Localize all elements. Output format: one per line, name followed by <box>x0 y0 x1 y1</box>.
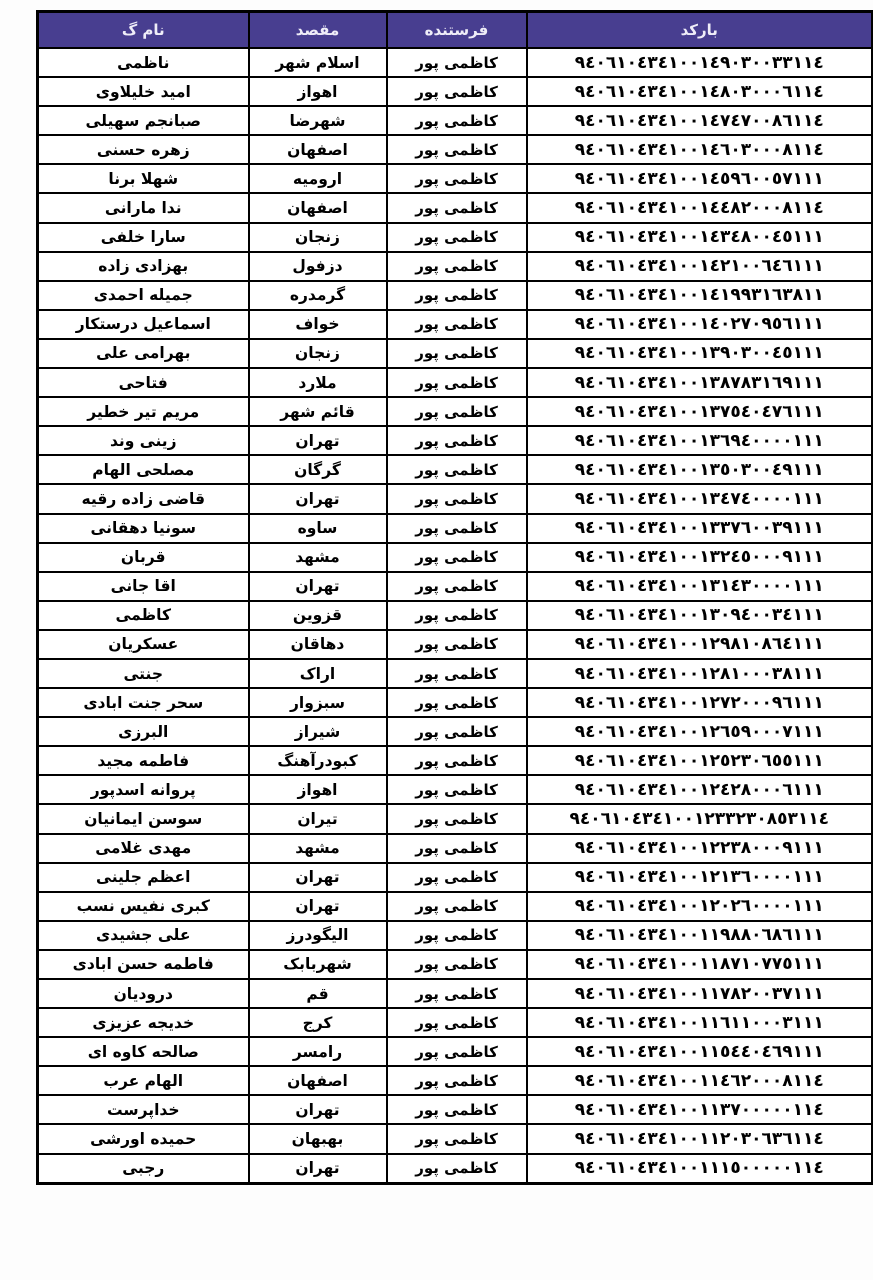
sender-cell: کاظمی پور <box>387 572 527 601</box>
sender-cell: کاظمی پور <box>387 455 527 484</box>
table-row <box>38 164 873 193</box>
table-row <box>38 1154 873 1184</box>
sender-cell: کاظمی پور <box>387 1124 527 1153</box>
sender-cell: کاظمی پور <box>387 834 527 863</box>
sender-cell: کاظمی پور <box>387 135 527 164</box>
barcode-cell: ٩٤٠٦١٠٤٣٤١٠٠١٢٨١٠٠٠٣٨١١١ <box>527 659 873 688</box>
column-header-barcode: بارکد <box>527 12 873 49</box>
barcode-cell: ٩٤٠٦١٠٤٣٤١٠٠١٣٦٩٤٠٠٠٠١١١ <box>527 426 873 455</box>
destination-cell: زنجان <box>249 339 387 368</box>
table-row <box>38 514 873 543</box>
barcode-cell: ٩٤٠٦١٠٤٣٤١٠٠١٢٧٢٠٠٠٩٦١١١ <box>527 688 873 717</box>
barcode-cell: ٩٤٠٦١٠٤٣٤١٠٠١٤٥٩٦٠٠٥٧١١١ <box>527 164 873 193</box>
name-cell: علی جشیدی <box>38 921 249 950</box>
sender-cell: کاظمی پور <box>387 1154 527 1184</box>
destination-cell: مشهد <box>249 834 387 863</box>
table-row <box>38 426 873 455</box>
destination-cell: ساوه <box>249 514 387 543</box>
sender-cell: کاظمی پور <box>387 921 527 950</box>
name-cell: البرزی <box>38 717 249 746</box>
name-cell: بهزادی زاده <box>38 252 249 281</box>
barcode-cell: ٩٤٠٦١٠٤٣٤١٠٠١١٥٤٤٠٤٦٩١١١ <box>527 1037 873 1066</box>
table-row <box>38 775 873 804</box>
table-row <box>38 1124 873 1153</box>
destination-cell: قائم شهر <box>249 397 387 426</box>
sender-cell: کاظمی پور <box>387 164 527 193</box>
name-cell: صبانجم سهیلی <box>38 106 249 135</box>
table-row <box>38 252 873 281</box>
barcode-cell: ٩٤٠٦١٠٤٣٤١٠٠١٣١٤٣٠٠٠٠١١١ <box>527 572 873 601</box>
table-row <box>38 368 873 397</box>
destination-cell: اصفهان <box>249 135 387 164</box>
name-cell: ندا مارانی <box>38 193 249 222</box>
barcode-cell: ٩٤٠٦١٠٤٣٤١٠٠١٢٦٥٩٠٠٠٧١١١ <box>527 717 873 746</box>
table-row <box>38 601 873 630</box>
destination-cell: تهران <box>249 1095 387 1124</box>
barcode-cell: ٩٤٠٦١٠٤٣٤١٠٠١٤٤٨٢٠٠٠٨١١٤ <box>527 193 873 222</box>
table-row <box>38 135 873 164</box>
table-row <box>38 659 873 688</box>
barcode-cell: ٩٤٠٦١٠٤٣٤١٠٠١٢٩٨١٠٨٦٤١١١ <box>527 630 873 659</box>
barcode-cell: ٩٤٠٦١٠٤٣٤١٠٠١٢١٣٦٠٠٠٠١١١ <box>527 863 873 892</box>
destination-cell: ملارد <box>249 368 387 397</box>
barcode-cell: ٩٤٠٦١٠٤٣٤١٠٠١٢٥٢٣٠٦٥٥١١١ <box>527 746 873 775</box>
table-row <box>38 717 873 746</box>
destination-cell: اصفهان <box>249 1066 387 1095</box>
destination-cell: اراک <box>249 659 387 688</box>
barcode-cell: ٩٤٠٦١٠٤٣٤١٠٠١١٦١١٠٠٠٣١١١ <box>527 1008 873 1037</box>
barcode-cell: ٩٤٠٦١٠٤٣٤١٠٠١٢٤٢٨٠٠٠٦١١١ <box>527 775 873 804</box>
name-cell: فاطمه حسن ابادی <box>38 950 249 979</box>
destination-cell: سبزوار <box>249 688 387 717</box>
table-row <box>38 339 873 368</box>
name-cell: بهرامی علی <box>38 339 249 368</box>
table-row <box>38 746 873 775</box>
destination-cell: تهران <box>249 484 387 513</box>
barcode-cell: ٩٤٠٦١٠٤٣٤١٠٠١٣٣٧٦٠٠٣٩١١١ <box>527 514 873 543</box>
sender-cell: کاظمی پور <box>387 1095 527 1124</box>
table-row <box>38 1008 873 1037</box>
barcode-cell: ٩٤٠٦١٠٤٣٤١٠٠١٣٩٠٣٠٠٤٥١١١ <box>527 339 873 368</box>
name-cell: سونیا دهقانی <box>38 514 249 543</box>
sender-cell: کاظمی پور <box>387 659 527 688</box>
destination-cell: الیگودرز <box>249 921 387 950</box>
barcode-cell: ٩٤٠٦١٠٤٣٤١٠٠١٤٢١٠٠٦٤٦١١١ <box>527 252 873 281</box>
barcode-cell: ٩٤٠٦١٠٤٣٤١٠٠١٢٠٢٦٠٠٠٠١١١ <box>527 892 873 921</box>
barcode-cell: ٩٤٠٦١٠٤٣٤١٠٠١١٧٨٢٠٠٣٧١١١ <box>527 979 873 1008</box>
name-cell: زینی وند <box>38 426 249 455</box>
destination-cell: کبودرآهنگ <box>249 746 387 775</box>
barcode-cell: ٩٤٠٦١٠٤٣٤١٠٠١٤٧٤٧٠٠٨٦١١٤ <box>527 106 873 135</box>
table-row <box>38 310 873 339</box>
barcode-cell: ٩٤٠٦١٠٤٣٤١٠٠١٣٢٤٥٠٠٠٩١١١ <box>527 543 873 572</box>
destination-cell: شهربابک <box>249 950 387 979</box>
sender-cell: کاظمی پور <box>387 630 527 659</box>
destination-cell: دزفول <box>249 252 387 281</box>
barcode-cell: ٩٤٠٦١٠٤٣٤١٠٠١٤٠٢٧٠٩٥٦١١١ <box>527 310 873 339</box>
table-row <box>38 1037 873 1066</box>
barcode-cell: ٩٤٠٦١٠٤٣٤١٠٠١٣٨٧٨٣١٦٩١١١ <box>527 368 873 397</box>
table-row <box>38 193 873 222</box>
name-cell: اعظم جلینی <box>38 863 249 892</box>
table-row <box>38 892 873 921</box>
destination-cell: ارومیه <box>249 164 387 193</box>
destination-cell: گرگان <box>249 455 387 484</box>
sender-cell: کاظمی پور <box>387 775 527 804</box>
sender-cell: کاظمی پور <box>387 804 527 833</box>
column-header-name: نام گ <box>38 12 249 49</box>
table-row <box>38 106 873 135</box>
sender-cell: کاظمی پور <box>387 77 527 106</box>
destination-cell: تهران <box>249 892 387 921</box>
table-row <box>38 543 873 572</box>
column-header-sender: فرستنده <box>387 12 527 49</box>
name-cell: ناظمی <box>38 48 249 77</box>
sender-cell: کاظمی پور <box>387 281 527 310</box>
sender-cell: کاظمی پور <box>387 746 527 775</box>
destination-cell: شیراز <box>249 717 387 746</box>
destination-cell: تهران <box>249 863 387 892</box>
table-row <box>38 48 873 77</box>
name-cell: خدیجه عزیزی <box>38 1008 249 1037</box>
table-row <box>38 1066 873 1095</box>
name-cell: امید خلیلاوی <box>38 77 249 106</box>
table-row <box>38 834 873 863</box>
name-cell: کاظمی <box>38 601 249 630</box>
sender-cell: کاظمی پور <box>387 106 527 135</box>
table-row <box>38 863 873 892</box>
barcode-cell: ٩٤٠٦١٠٤٣٤١٠٠١٤٨٠٣٠٠٠٦١١٤ <box>527 77 873 106</box>
name-cell: مهدی غلامی <box>38 834 249 863</box>
table-row <box>38 630 873 659</box>
table-row <box>38 804 873 833</box>
name-cell: سارا خلفی <box>38 223 249 252</box>
table-row <box>38 281 873 310</box>
barcode-cell: ٩٤٠٦١٠٤٣٤١٠٠١١٤٦٢٠٠٠٨١١٤ <box>527 1066 873 1095</box>
name-cell: جنتی <box>38 659 249 688</box>
barcode-cell: ٩٤٠٦١٠٤٣٤١٠٠١١٨٧١٠٧٧٥١١١ <box>527 950 873 979</box>
barcode-cell: ٩٤٠٦١٠٤٣٤١٠٠١١١٥٠٠٠٠٠١١٤ <box>527 1154 873 1184</box>
barcode-cell: ٩٤٠٦١٠٤٣٤١٠٠١٤١٩٩٣١٦٣٨١١ <box>527 281 873 310</box>
sender-cell: کاظمی پور <box>387 1066 527 1095</box>
destination-cell: تیران <box>249 804 387 833</box>
barcode-cell: ٩٤٠٦١٠٤٣٤١٠٠١٣٤٧٤٠٠٠٠١١١ <box>527 484 873 513</box>
sender-cell: کاظمی پور <box>387 426 527 455</box>
table-row <box>38 572 873 601</box>
barcode-cell: ٩٤٠٦١٠٤٣٤١٠٠١١٩٨٨٠٦٨٦١١١ <box>527 921 873 950</box>
header-row <box>38 12 873 49</box>
destination-cell: اسلام شهر <box>249 48 387 77</box>
table-row <box>38 77 873 106</box>
name-cell: قاضی زاده رقیه <box>38 484 249 513</box>
destination-cell: اهواز <box>249 77 387 106</box>
sender-cell: کاظمی پور <box>387 310 527 339</box>
name-cell: مصلحی الهام <box>38 455 249 484</box>
name-cell: زهره حسنی <box>38 135 249 164</box>
destination-cell: مشهد <box>249 543 387 572</box>
barcode-cell: ٩٤٠٦١٠٤٣٤١٠٠١٣٠٩٤٠٠٣٤١١١ <box>527 601 873 630</box>
sender-cell: کاظمی پور <box>387 979 527 1008</box>
name-cell: رجبی <box>38 1154 249 1184</box>
barcode-cell: ٩٤٠٦١٠٤٣٤١٠٠١١٣٧٠٠٠٠٠١١٤ <box>527 1095 873 1124</box>
destination-cell: تهران <box>249 426 387 455</box>
barcode-cell: ٩٤٠٦١٠٤٣٤١٠٠١٤٣٤٨٠٠٤٥١١١ <box>527 223 873 252</box>
barcode-cell: ٩٤٠٦١٠٤٣٤١٠٠١٢٣٣٢٣٠٨٥٣١١٤ <box>527 804 873 833</box>
destination-cell: اصفهان <box>249 193 387 222</box>
column-header-destination: مقصد <box>249 12 387 49</box>
sender-cell: کاظمی پور <box>387 688 527 717</box>
table-row <box>38 223 873 252</box>
name-cell: سوسن ایمانیان <box>38 804 249 833</box>
name-cell: خداپرست <box>38 1095 249 1124</box>
sender-cell: کاظمی پور <box>387 484 527 513</box>
destination-cell: بهبهان <box>249 1124 387 1153</box>
sender-cell: کاظمی پور <box>387 950 527 979</box>
destination-cell: زنجان <box>249 223 387 252</box>
destination-cell: رامسر <box>249 1037 387 1066</box>
name-cell: صالحه کاوه ای <box>38 1037 249 1066</box>
name-cell: کبری نفیس نسب <box>38 892 249 921</box>
sender-cell: کاظمی پور <box>387 863 527 892</box>
destination-cell: دهاقان <box>249 630 387 659</box>
barcode-cell: ٩٤٠٦١٠٤٣٤١٠٠١٢٢٣٨٠٠٠٩١١١ <box>527 834 873 863</box>
sender-cell: کاظمی پور <box>387 223 527 252</box>
name-cell: فاطمه مجید <box>38 746 249 775</box>
name-cell: شهلا برنا <box>38 164 249 193</box>
name-cell: درودیان <box>38 979 249 1008</box>
name-cell: اسماعیل درستکار <box>38 310 249 339</box>
destination-cell: تهران <box>249 1154 387 1184</box>
sender-cell: کاظمی پور <box>387 1037 527 1066</box>
sender-cell: کاظمی پور <box>387 252 527 281</box>
destination-cell: قزوین <box>249 601 387 630</box>
table-row <box>38 1095 873 1124</box>
sender-cell: کاظمی پور <box>387 397 527 426</box>
barcode-cell: ٩٤٠٦١٠٤٣٤١٠٠١٣٥٠٣٠٠٤٩١١١ <box>527 455 873 484</box>
sender-cell: کاظمی پور <box>387 1008 527 1037</box>
table-row <box>38 688 873 717</box>
sender-cell: کاظمی پور <box>387 543 527 572</box>
sender-cell: کاظمی پور <box>387 339 527 368</box>
barcode-cell: ٩٤٠٦١٠٤٣٤١٠٠١٤٦٠٣٠٠٠٨١١٤ <box>527 135 873 164</box>
table-row <box>38 397 873 426</box>
table-row <box>38 484 873 513</box>
sender-cell: کاظمی پور <box>387 601 527 630</box>
table-header <box>38 12 873 49</box>
sender-cell: کاظمی پور <box>387 717 527 746</box>
name-cell: فتاحی <box>38 368 249 397</box>
name-cell: مریم تیر خطیر <box>38 397 249 426</box>
sender-cell: کاظمی پور <box>387 368 527 397</box>
destination-cell: قم <box>249 979 387 1008</box>
barcode-cell: ٩٤٠٦١٠٤٣٤١٠٠١٤٩٠٣٠٠٣٣١١٤ <box>527 48 873 77</box>
destination-cell: خواف <box>249 310 387 339</box>
barcode-cell: ٩٤٠٦١٠٤٣٤١٠٠١١٢٠٣٠٦٣٦١١٤ <box>527 1124 873 1153</box>
name-cell: جمیله احمدی <box>38 281 249 310</box>
destination-cell: گرمدره <box>249 281 387 310</box>
name-cell: پروانه اسدپور <box>38 775 249 804</box>
destination-cell: کرج <box>249 1008 387 1037</box>
table-body <box>38 48 873 1183</box>
destination-cell: شهرضا <box>249 106 387 135</box>
parcel-table <box>36 10 873 1185</box>
name-cell: الهام عرب <box>38 1066 249 1095</box>
destination-cell: اهواز <box>249 775 387 804</box>
table-row <box>38 455 873 484</box>
table-row <box>38 921 873 950</box>
name-cell: قربان <box>38 543 249 572</box>
name-cell: اقا جانی <box>38 572 249 601</box>
destination-cell: تهران <box>249 572 387 601</box>
sender-cell: کاظمی پور <box>387 48 527 77</box>
table-row <box>38 950 873 979</box>
sender-cell: کاظمی پور <box>387 514 527 543</box>
sender-cell: کاظمی پور <box>387 193 527 222</box>
barcode-cell: ٩٤٠٦١٠٤٣٤١٠٠١٣٧٥٤٠٤٧٦١١١ <box>527 397 873 426</box>
table-row <box>38 979 873 1008</box>
sender-cell: کاظمی پور <box>387 892 527 921</box>
name-cell: عسکریان <box>38 630 249 659</box>
name-cell: سحر جنت ابادی <box>38 688 249 717</box>
name-cell: حمیده اورشی <box>38 1124 249 1153</box>
